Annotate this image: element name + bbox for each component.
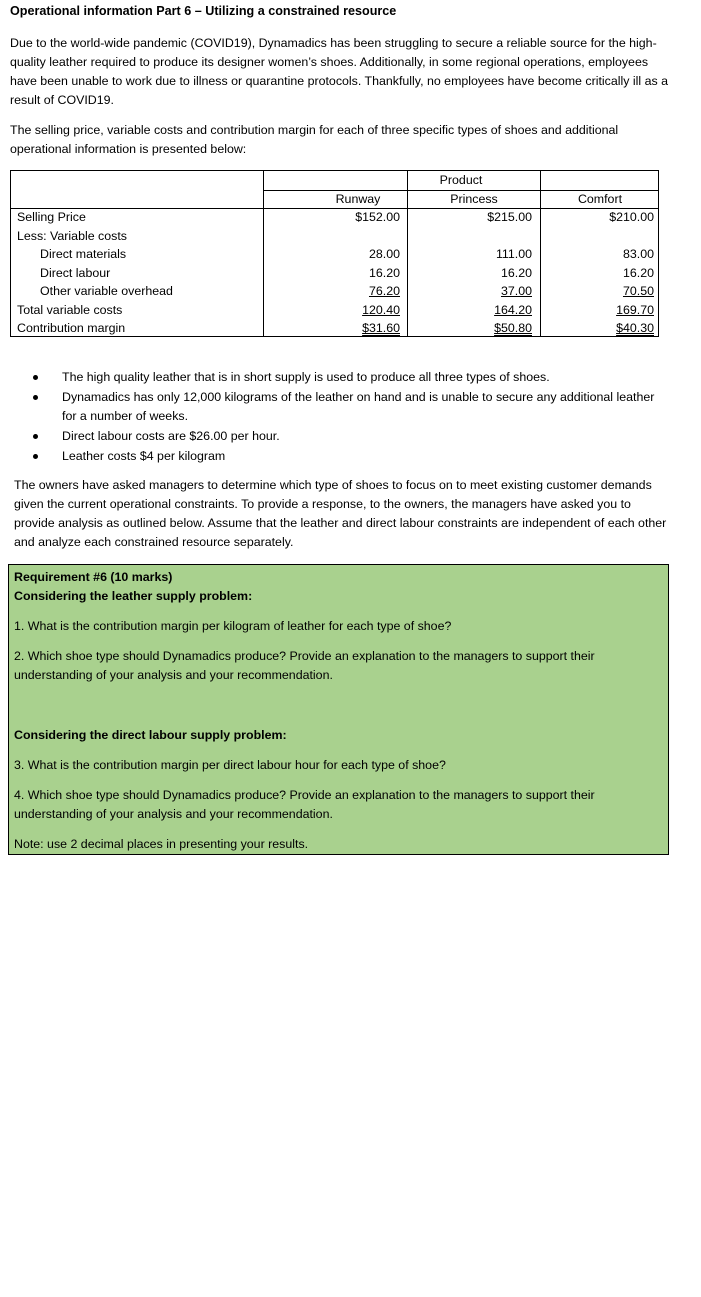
row-label-total-variable: Total variable costs: [17, 303, 123, 317]
cell-selling-price-comfort: $210.00: [609, 210, 654, 224]
cell-contribution-margin-comfort: $40.30: [616, 321, 654, 335]
row-label-direct-labour: Direct labour: [40, 266, 111, 280]
cell-total-variable-princess: 164.20: [494, 303, 532, 317]
cell-direct-materials-comfort: 83.00: [622, 247, 654, 261]
row-label-direct-materials: Direct materials: [40, 247, 127, 261]
column-header-comfort: Comfort: [577, 192, 623, 206]
cell-selling-price-princess: $215.00: [487, 210, 532, 224]
cell-direct-labour-comfort: 16.20: [622, 266, 654, 280]
requirement-heading: Requirement #6 (10 marks): [14, 570, 173, 584]
column-header-runway: Runway: [335, 192, 381, 206]
bullet-icon: [33, 454, 38, 459]
cell-direct-labour-runway: 16.20: [368, 266, 400, 280]
cell-direct-materials-princess: 111.00: [495, 247, 532, 261]
cell-total-variable-runway: 120.40: [362, 303, 400, 317]
intro-paragraph: Due to the world-wide pandemic (COVID19), Dynamadics has been struggling to secure a reliable source for the high-quality leather required to produce its designer women’s shoes. Additionally, in some regional operations, employees have been unable to work due to illness or quarantine protocols. Thankfully, no employees have become critically ill as a result of COVID19.: [10, 36, 668, 107]
bullet-icon: [33, 375, 38, 380]
description-paragraph: The selling price, variable costs and contribution margin for each of three specific types of shoes and additional operational information is presented below:: [10, 123, 619, 156]
page-title: Operational information Part 6 – Utilizing a constrained resource: [10, 4, 397, 18]
column-header-princess: Princess: [450, 192, 498, 206]
question-2: 2. Which shoe type should Dynamadics produce? Provide an explanation to the managers to support their understanding of your analysis and your recommendation.: [14, 649, 595, 682]
bullet-list: [30, 368, 670, 467]
cell-other-overhead-comfort: 70.50: [622, 284, 654, 298]
row-label-other-overhead: Other variable overhead: [40, 284, 173, 298]
row-label-less-variable: Less: Variable costs: [17, 229, 127, 243]
cell-total-variable-comfort: 169.70: [616, 303, 654, 317]
question-4: 4. Which shoe type should Dynamadics produce? Provide an explanation to the managers to support their understanding of your analysis and your recommendation.: [14, 788, 595, 821]
cell-other-overhead-runway: 76.20: [368, 284, 400, 298]
cost-table: [10, 170, 659, 337]
labour-heading: Considering the direct labour supply problem:: [14, 728, 287, 742]
requirement-box: [8, 564, 669, 855]
row-label-contribution-margin: Contribution margin: [17, 321, 126, 335]
cell-contribution-margin-runway: $31.60: [362, 321, 400, 335]
cell-contribution-margin-princess: $50.80: [494, 321, 532, 335]
list-item: The high quality leather that is in short supply is used to produce all three types of shoes.: [30, 368, 670, 387]
cell-selling-price-runway: $152.00: [355, 210, 400, 224]
list-item: Direct labour costs are $26.00 per hour.: [30, 427, 670, 446]
cell-other-overhead-princess: 37.00: [500, 284, 532, 298]
cell-direct-materials-runway: 28.00: [368, 247, 400, 261]
list-item: Dynamadics has only 12,000 kilograms of the leather on hand and is unable to secure any additional leather for a number of weeks.: [30, 388, 670, 426]
owners-paragraph: The owners have asked managers to determine which type of shoes to focus on to meet existing customer demands given the current operational constraints. To provide a response, to the owners, the managers have asked you to provide analysis as outlined below. Assume that the leather and direct labour constraints are independent of each other and analyze each constrained resource separately.: [14, 478, 667, 549]
question-3: 3. What is the contribution margin per direct labour hour for each type of shoe?: [14, 758, 446, 772]
note: Note: use 2 decimal places in presenting your results.: [14, 837, 309, 851]
leather-heading: Considering the leather supply problem:: [14, 589, 253, 603]
product-header: Product: [439, 173, 483, 187]
row-label-selling-price: Selling Price: [17, 210, 86, 224]
cell-direct-labour-princess: 16.20: [500, 266, 532, 280]
list-item: Leather costs $4 per kilogram: [30, 447, 670, 466]
bullet-icon: [33, 395, 38, 400]
question-1: 1. What is the contribution margin per kilogram of leather for each type of shoe?: [14, 619, 452, 633]
bullet-icon: [33, 434, 38, 439]
